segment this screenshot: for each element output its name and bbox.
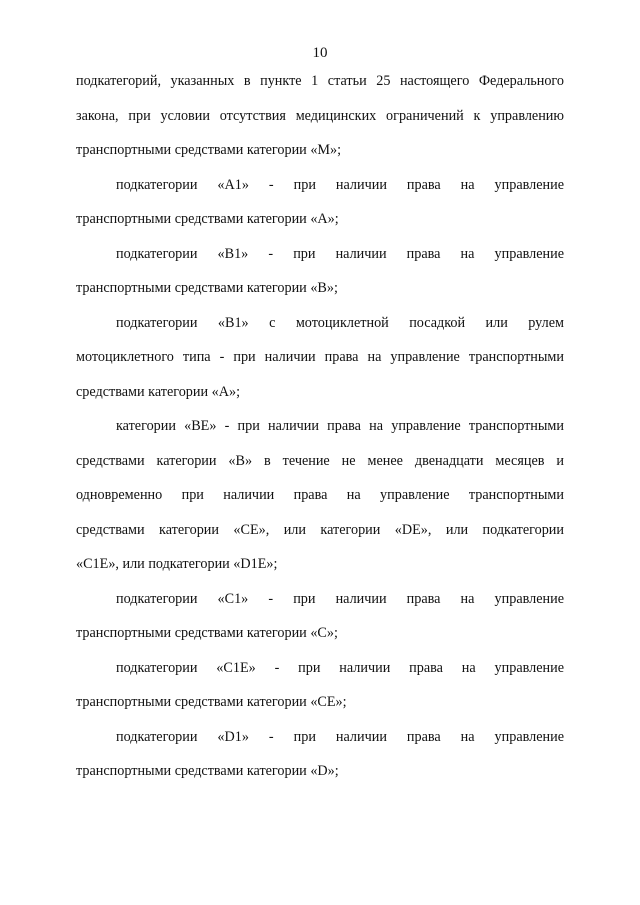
text-line: подкатегории «C1E» - при наличии права на управление (116, 659, 564, 676)
text-line: подкатегорий, указанных в пункте 1 статьи 25 настоящего Федерального (76, 73, 564, 89)
text-line: подкатегории «D1» - при наличии права на управление (116, 728, 564, 745)
text-line: средствами категории «CE», или категории «DE», или подкатегории (76, 521, 564, 538)
text-line: подкатегории «B1» - при наличии права на управление (116, 245, 564, 262)
text-line: транспортными средствами категории «A»; (76, 211, 339, 227)
text-line: одновременно при наличии права на управление транспортными (76, 487, 564, 503)
text-line: категории «BE» - при наличии права на управление транспортными (116, 418, 564, 434)
text-line: транспортными средствами категории «B»; (76, 280, 338, 296)
text-line: транспортными средствами категории «C»; (76, 625, 338, 641)
text-line: средствами категории «A»; (76, 383, 241, 400)
text-line: подкатегории «C1» - при наличии права на управление (116, 590, 564, 607)
text-line: транспортными средствами категории «M»; (76, 142, 342, 158)
text-line: подкатегории «A1» - при наличии права на управление (116, 176, 564, 193)
text-line: закона, при условии отсутствия медицинских ограничений к управлению (76, 107, 564, 124)
text-line: подкатегории «B1» с мотоциклетной посадкой или рулем (116, 314, 564, 331)
text-line: «C1E», или подкатегории «D1E»; (76, 556, 278, 572)
text-line: транспортными средствами категории «D»; (76, 763, 339, 779)
document-body (76, 64, 564, 789)
text-line: мотоциклетного типа - при наличии права на управление транспортными (76, 349, 564, 365)
page-number: 10 (312, 45, 328, 61)
text-line: транспортными средствами категории «CE»; (76, 694, 347, 710)
text-line: средствами категории «B» в течение не менее двенадцати месяцев и (76, 452, 564, 469)
